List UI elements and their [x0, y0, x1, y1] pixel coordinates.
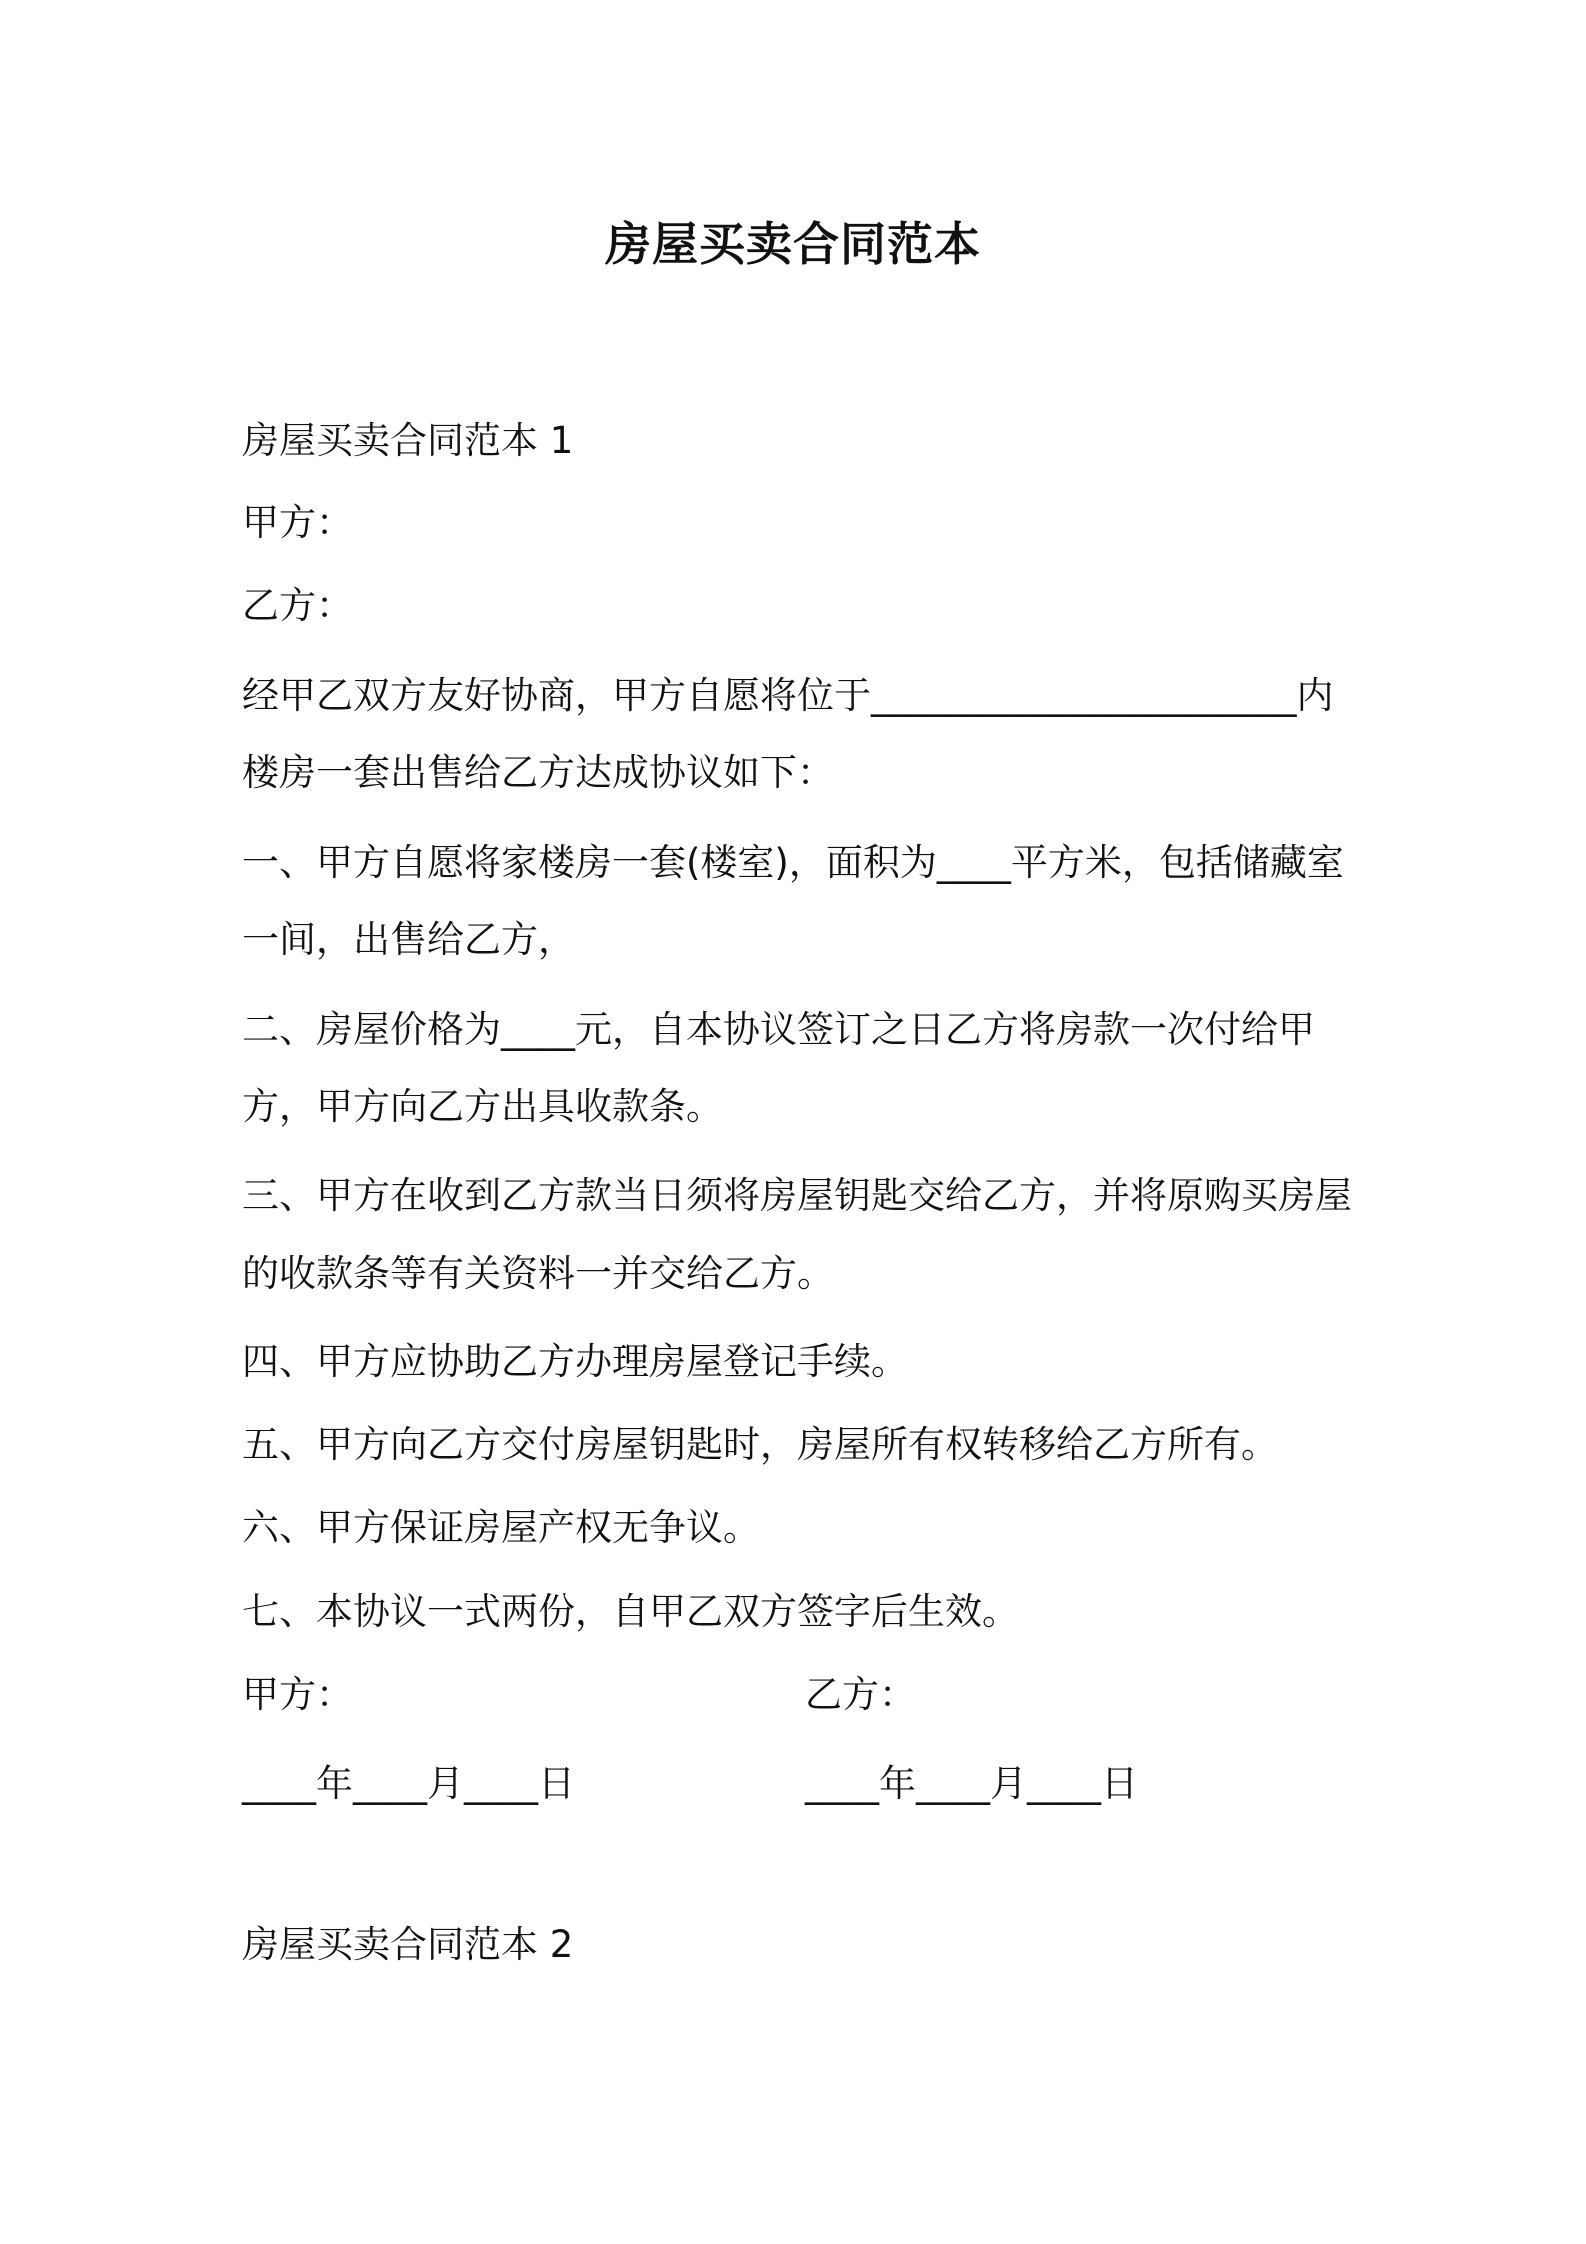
clause-1-line-2: 一间，出售给乙方，: [242, 918, 575, 961]
clause-7: 七、本协议一式两份，自甲乙双方签字后生效。: [242, 1590, 1019, 1633]
party-a-label: 甲方：: [242, 501, 353, 544]
intro-line-1: 经甲乙双方友好协商，甲方自愿将位于_______________________内: [242, 674, 1334, 717]
intro-line-2: 楼房一套出售给乙方达成协议如下：: [242, 751, 834, 794]
clause-3-line-2: 的收款条等有关资料一并交给乙方。: [242, 1252, 834, 1295]
clause-2-line-1: 二、房屋价格为____元，自本协议签订之日乙方将房款一次付给甲: [242, 1008, 1315, 1051]
clause-2-line-2: 方，甲方向乙方出具收款条。: [242, 1085, 723, 1128]
signature-party-a-label: 甲方：: [242, 1673, 353, 1716]
signature-party-b-date: ____年____月____日: [805, 1762, 1138, 1805]
signature-party-a-date: ____年____月____日: [242, 1762, 575, 1805]
clause-6: 六、甲方保证房屋产权无争议。: [242, 1506, 760, 1549]
section-heading-1: 房屋买卖合同范本 1: [242, 419, 574, 462]
clause-1-line-1: 一、甲方自愿将家楼房一套(楼室)，面积为____平方米，包括储藏室: [242, 841, 1344, 884]
clause-5: 五、甲方向乙方交付房屋钥匙时，房屋所有权转移给乙方所有。: [242, 1423, 1278, 1466]
clause-3-line-1: 三、甲方在收到乙方款当日须将房屋钥匙交给乙方，并将原购买房屋: [242, 1174, 1352, 1217]
party-b-label: 乙方：: [242, 584, 353, 627]
section-heading-2: 房屋买卖合同范本 2: [242, 1923, 574, 1966]
clause-4: 四、甲方应协助乙方办理房屋登记手续。: [242, 1340, 908, 1383]
document-title: 房屋买卖合同范本: [605, 217, 981, 271]
signature-party-b-label: 乙方：: [805, 1673, 916, 1716]
